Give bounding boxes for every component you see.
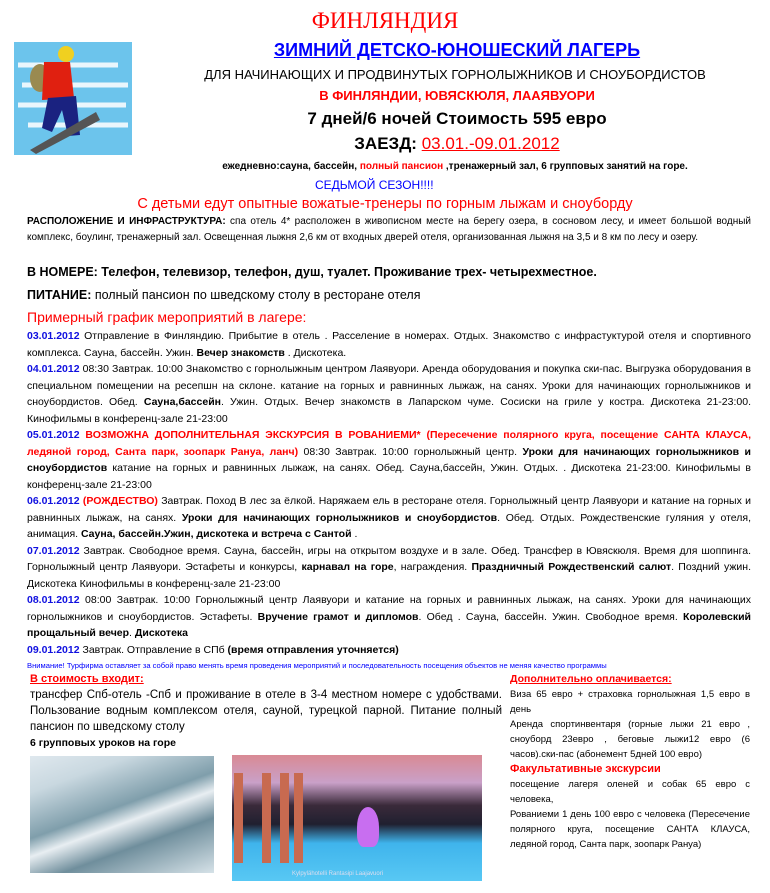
extra-rental: Аренда спортинвентаря (горные лыжи 21 евро , сноуборд 23евро , беговые лыжи12 евро (6 часов).ски-пас (абонемент 5дней 100 евро) (510, 719, 750, 760)
infrastructure-paragraph (27, 214, 751, 246)
text-run: Праздничный Рождественский салют (471, 561, 672, 573)
included-description: трансфер Спб-отель -Спб и проживание в отеле в 3-4 местном номере с удобствами. Пользование водным комплексом отеля, сауной, турецкой парной. Питание полный пансион по шведскому столу (30, 689, 502, 733)
text-run: (РОЖДЕСТВО) (82, 495, 158, 507)
price-line: 7 дней/6 ночей Стоимость 595 евро (307, 109, 607, 128)
text-run: катание на горных и равнинных лыжаж, на санях. Обед. Сауна,бассейн, Ужин. Отдых. . Дискотека 21-23:00. Кинофильмы в конференц-зале 21-23:00 (27, 462, 751, 491)
text-run: , награждения. (393, 561, 472, 573)
text-run: . Обед . Сауна, бассейн. Ужин. Свободное время. (418, 610, 684, 623)
schedule-date: 09.01.2012 (27, 643, 80, 656)
text-run: ПИТАНИЕ: (27, 288, 95, 302)
text-run: . Обед. Отдых. Рождественские гуляния у отеля, анимация. (27, 511, 751, 540)
schedule-date: 08.01.2012 (27, 594, 80, 606)
schedule-title (27, 309, 751, 326)
schedule (27, 328, 751, 658)
warning-note: Внимание! Турфирма оставляет за собой право менять время проведения мероприятий и последовательность посещения объектов не меняя качество программы (27, 661, 607, 670)
text-run: 08:00 Завтрак. 10:00 Горнолыжный центр Лаявуори и катание на горных и равнинных лыжаж, на санях. Уроки для начинающих горнолыжников и сноубордистов. Эстафеты. (27, 594, 751, 623)
text-run: Вечер знакомств (196, 346, 285, 359)
text-run: (время отправления уточняется) (227, 643, 399, 656)
schedule-day (27, 592, 751, 642)
schedule-day (27, 543, 751, 593)
schedule-day (27, 493, 751, 543)
daily-text-2: ,тренажерный зал, 6 групповых занятий на горе. (443, 161, 688, 172)
text-run: В НОМЕРЕ: Телефон, телевизор, телефон, душ, туалет. Проживание трех- четырехместное. (27, 265, 597, 279)
schedule-day (27, 361, 751, 427)
included-lessons: 6 групповых уроков на горе (30, 737, 176, 749)
text-run: 08:30 Завтрак. 10:00 горнолыжный центр. (298, 445, 523, 458)
extra-title: Дополнительно оплачивается: (510, 673, 672, 685)
text-run: спа отель 4* расположен в живописном месте на берегу озера, в сосновом лесу, и имеет большой водный комплекс, боулинг, тренажерный зал. Освещенная лыжня 2,6 км от входных дверей отеля, организованная лыжня на 3,5 и 8 км по лесу и озеру. (27, 216, 751, 243)
snowboarder-image (8, 40, 148, 155)
daily-text-1: ежедневно:сауна, бассейн, (222, 161, 360, 172)
text-run: Завтрак. Поход В лес за ёлкой. Наряжаем ель в ресторане отеля. Горнолыжный центр Лаявуори и катание на горных и равнинных лыжаж, на санях. (27, 495, 751, 524)
text-run: Дискотека (134, 627, 189, 639)
text-run: карнавал на горе (301, 561, 394, 573)
schedule-day (27, 642, 751, 659)
ski-resort-photo (30, 756, 214, 873)
text-run: Завтрак. Отправление в СПб (79, 643, 228, 656)
season-line: СЕДЬМОЙ СЕЗОН!!!! (315, 178, 434, 192)
schedule-date: 07.01.2012 (27, 544, 80, 557)
country-text: ФИНЛЯНДИЯ (311, 8, 459, 33)
arrival-dates: 03.01.-09.01.2012 (421, 134, 560, 153)
excursion-rovaniemi: Рованиеми 1 день 100 евро с человека (Пересечение полярного круга, посещение САНТА КЛАУСА, ледяной город, Санта парк, зоопарк Рануа) (510, 809, 750, 850)
location-line: В ФИНЛЯНДИИ, ЮВЯСКЮЛЯ, ЛААЯВУОРИ (319, 88, 595, 103)
subtitle: С детьми едут опытные вожатые-тренеры по горным лыжам и сноуборду (137, 196, 633, 212)
included-column (27, 672, 502, 883)
schedule-date: 03.01.2012 (27, 330, 80, 342)
text-run: Королевский прощальный вечер (27, 610, 751, 639)
country-title (0, 8, 770, 34)
arrival-label: ЗАЕЗД: (354, 134, 422, 153)
text-run: Завтрак. Свободное время. Сауна, бассейн, игры на открытом воздухе и в зале. Обед. Трансфер в Ювяскюля. Время для шоппинга. Горнолыжный центр Лаявуори. Эстафеты и конкурсы, (27, 544, 751, 573)
lower-content (27, 328, 751, 893)
arrival-line (160, 134, 754, 154)
extra-visa: Виза 65 евро + страховка горнолыжная 1,5 евро в день (510, 689, 750, 715)
extras-column (510, 672, 750, 883)
text-run: 08:30 Завтрак. 10:00 Знакомство с горнолыжным центром Лаявуори. Аренда оборудования и покупка ски-пас. Выгрузка оборудования в специальном помещении на ресепшн на склоне. катание на горных и равнинных лыжаж, на санях. Уроки для начинающих горнолыжников и сноубордистов. Обед. (27, 363, 751, 408)
daily-text-red: полный пансион (359, 161, 444, 172)
text-run: . Поздний ужин. Дискотека Кинофильмы в конференц-зале 21-23:00 (27, 561, 752, 590)
text-run: Уроки для начинающих горнолыжников и сноубордистов (27, 445, 752, 474)
camp-title-text: ЗИМНИЙ ДЕТСКО-ЮНОШЕСКИЙ ЛАГЕРЬ (273, 40, 641, 60)
text-run: Вручение грамот и дипломов (257, 610, 419, 623)
text-run: РАСПОЛОЖЕНИЕ И ИНФРАСТРУКТУРА: (27, 216, 231, 227)
text-run: Сауна, бассейн.Ужин, дискотека и встреча с Сантой (80, 528, 352, 540)
excursion-deer: посещение лагеря оленей и собак 65 евро с человека, (510, 779, 750, 805)
daily-line (140, 161, 770, 172)
room-paragraph (27, 264, 751, 281)
text-run: ВОЗМОЖНА ДОПОЛНИТЕЛЬНАЯ ЭКСКУРСИЯ В РОВАНИЕМИ* (Пересечение полярного круга, посещение САНТА КЛАУСА, ледяной город, Санта парк, зоопарк Рануа, ланч) (27, 429, 751, 458)
text-run: . (351, 528, 358, 540)
text-run: . Дискотека. (284, 346, 347, 359)
text-run: Сауна,бассейн (143, 396, 221, 408)
text-run: Примерный график мероприятий в лагере: (27, 309, 307, 325)
bottom-columns (27, 672, 751, 893)
included-title: В стоимость входит: (30, 673, 144, 685)
schedule-day (27, 427, 751, 493)
text-run: полный пансион по шведскому столу в ресторане отеля (94, 288, 421, 302)
text-run: Отправление в Финляндию. Прибытие в отель . Расселение в номерах. Отдых. Знакомство с инфрастуктурой отеля и спортивного комплекса. Сауна, бассейн. Ужин. (27, 330, 751, 359)
schedule-date: 06.01.2012 (27, 495, 80, 507)
schedule-date: 05.01.2012 (27, 429, 80, 441)
camp-title (160, 40, 754, 61)
schedule-date: 04.01.2012 (27, 363, 80, 375)
hotel-photo-caption: Kylpylähotelli Rantasipi Laajavuori (292, 871, 384, 877)
text-run: Уроки для начинающих горнолыжников и сноубордистов (181, 511, 498, 524)
schedule-day (27, 328, 751, 361)
food-paragraph (27, 287, 751, 304)
text-run: . Ужин. Отдых. Вечер знакомств в Лапарском чуме. Сосиски на гриле у костра. Дискотека 21-23:00. Кинофильмы в конференц-зале 21-23:00 (27, 396, 751, 425)
audience-line: ДЛЯ НАЧИНАЮЩИХ И ПРОДВИНУТЫХ ГОРНОЛЫЖНИКОВ И СНОУБОРДИСТОВ (204, 67, 706, 82)
excursions-title: Факультативные экскурсии (510, 763, 661, 775)
hotel-pool-photo (232, 755, 482, 881)
photos (30, 755, 502, 883)
text-run: . (129, 627, 135, 639)
